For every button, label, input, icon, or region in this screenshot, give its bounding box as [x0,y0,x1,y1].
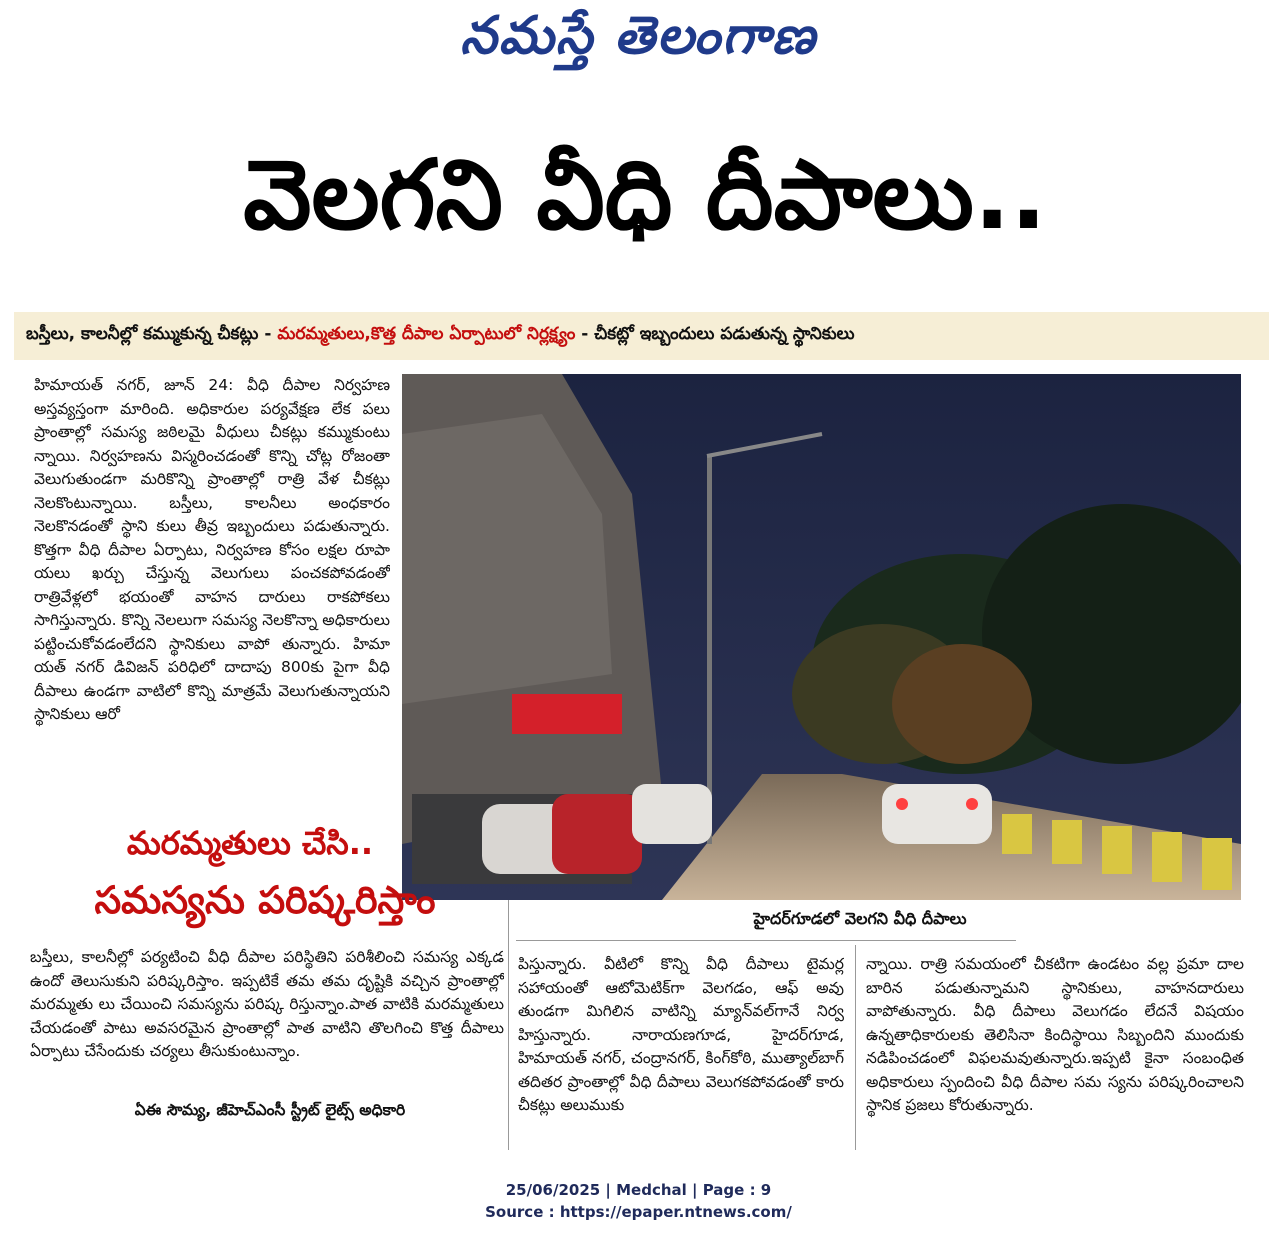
sidebar-signature: ఏఈ సౌమ్య, జీహెచ్ఎంసీ స్ట్రీట్ లైట్స్ అధికారి [134,1101,406,1119]
subheading-sep2: - [575,324,595,344]
subheading-part3: చీకట్లో ఇబ్బందులు పడుతున్న స్థానికులు [594,324,855,344]
article-column-1: హిమాయత్ నగర్, జూన్ 24: వీధి దీపాల నిర్వహణ అస్తవ్యస్తంగా మారింది. అధికారుల పర్యవేక్షణ లేక పలు ప్రాంతాల్లో సమస్య జఠిలమై వీధులు చీకట్లు కమ్ముకుంటు న్నాయి. నిర్వహణను విస్మరించడంతో కొన్ని చోట్ల రోజంతా వెలుగుతుండగా మరికొన్ని ప్రాంతాల్లో రాత్రి వేళ చీకట్లు నెలకొంటున్నాయి. బస్తీలు, కాలనీలు అంధకారం నెలకొనడంతో స్థాని కులు తీవ్ర ఇబ్బందులు పడుతున్నారు. కొత్తగా వీధి దీపాల ఏర్పాటు, నిర్వహణ కోసం లక్షల రూపా యలు ఖర్చు చేస్తున్న వెలుగులు పంచకపోవడంతో రాత్రివేళ్లలో భయంతో వాహన దారులు రాకపోకలు సాగిస్తున్నారు. కొన్ని నెలలుగా సమస్య నెలకొన్నా అధికారులు పట్టించుకోవడంలేదని స్థానికులు వాపో తున్నారు. హిమా యత్ నగర్ డివిజన్ పరిధిలో దాదాపు 800కు పైగా వీధి దీపాలు ఉండగా వాటిలో కొన్ని మాత్రమే వెలుగుతున్నాయని స్థానికులు ఆరో [34,376,390,723]
street-night-photo [402,374,1241,900]
subheading [26,324,1266,348]
footer-date-page: 25/06/2025 | Medchal | Page : 9 [505,1181,772,1199]
sidebar-text: బస్తీలు, కాలనీల్లో పర్యటించి వీధి దీపాల పరిస్థితిని పరిశీలించి సమస్య ఎక్కడ ఉందో తెలుసుకుని పరిష్కరిస్తాం. ఇప్పటికే తమ తమ దృష్టికి వచ్చిన ప్రాంతాల్లో మరమ్మతు లు చేయించి సమస్యను పరిష్క రిస్తున్నాం.పాత వాటికి మరమ్మతులు చేయడంతో పాటు అవసరమైన ప్రాంతాల్లో పాత వాటిని తొలగించి కొత్త దీపాలు ఏర్పాటు చేసేందుకు చర్యలు తీసుకుంటున్నాం. [30,948,504,1060]
photo-caption: హైదర్‌గూడలో వెలగని వీధి దీపాలు [753,909,967,928]
subheading-part2: మరమ్మతులు,కొత్త దీపాల ఏర్పాటులో నిర్లక్ష్యం [277,324,576,344]
column-divider-2 [855,945,856,1150]
subheading-part1: బస్తీలు, కాలనీల్లో కమ్ముకున్న చీకట్లు [26,324,259,344]
sidebar-title-1: మరమ్మతులు చేసి.. [126,824,374,862]
footer-source: Source : https://epaper.ntnews.com/ [485,1203,792,1221]
column-divider-1 [508,900,509,1150]
caption-rule [516,940,1016,941]
article-column-3: న్నాయి. రాత్రి సమయంలో చీకటిగా ఉండటం వల్ల ప్రమా దాల బారిన పడుతున్నామని స్థానికులు, వాహనదారులు వాపోతున్నారు. వీధి దీపాలు వెలుగడం లేదనే విషయం ఉన్నతాధికారులకు తెలిసినా కిందిస్థాయి సిబ్బందిని ముందుకు నడిపించడంలో విఫలమవుతున్నారు.ఇప్పటి కైనా సంబంధిత అధికారులు స్పందించి వీధి దీపాల సమ స్యను పరిష్కరించాలని స్థానిక ప్రజలు కోరుతున్నారు. [866,955,1244,1114]
sidebar-title-2: సమస్యను పరిష్కరిస్తాం [94,878,436,922]
subheading-sep1: - [258,324,278,344]
article-column-2: పిస్తున్నారు. వీటిలో కొన్ని వీధి దీపాలు టైమర్ల సహాయంతో ఆటోమెటిక్‌గా వెలగడం, ఆఫ్ అవు తుండగా మిగిలిన వాటిన్ని మ్యాన్‌వల్‌గానే నిర్వ హిస్తున్నారు. నారాయణగూడ, హైదర్‌గూడ, హిమాయత్ నగర్, చంద్రానగర్, కింగ్‌కోఠి, ముత్యాల్‌బాగ్ తదితర ప్రాంతాల్లో వీధి దీపాలు వెలుగకపోవడంతో కారు చీకట్లు అలుముకు [518,955,844,1114]
headline: వెలగని వీధి దీపాలు.. [243,139,1047,251]
street-night-photo-image [402,374,1241,900]
newspaper-masthead: నమస్తే తెలంగాణ [460,6,817,66]
